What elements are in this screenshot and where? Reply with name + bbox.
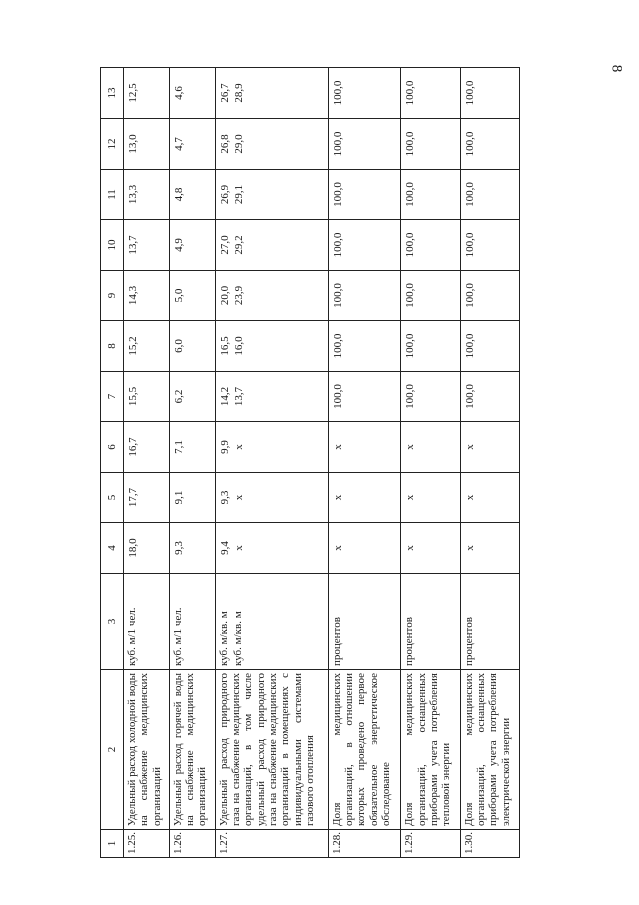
value: 100,0: [331, 232, 344, 258]
value: 100,0: [331, 333, 344, 359]
value: х: [331, 545, 344, 551]
value: 100,0: [331, 283, 344, 308]
value-cell-col-10: [124, 220, 170, 271]
unit-cell: [460, 574, 519, 670]
value: х: [463, 494, 476, 501]
value-cell-col-10: [401, 220, 460, 271]
unit-cell: [328, 574, 401, 670]
value: х: [463, 444, 476, 450]
value: 100,0: [463, 131, 476, 157]
value: 14,3: [127, 285, 139, 306]
value-cell-col-4: [328, 523, 401, 574]
value: 100,0: [404, 384, 417, 409]
value-cell-col-13: [124, 68, 170, 119]
value: 13,3: [127, 184, 139, 205]
value-cell-col-5: [169, 473, 215, 523]
value-cell-col-7: [401, 372, 460, 422]
unit-cell: [401, 574, 460, 670]
value: 20,0: [218, 285, 231, 306]
row-code: 1.28.: [328, 830, 401, 858]
unit-label: процентов: [403, 617, 416, 666]
value: 28,9: [232, 83, 245, 103]
value-cell-col-12: [460, 119, 519, 170]
value: 100,0: [463, 333, 476, 359]
value-cell-col-13: [215, 68, 328, 119]
value: 26,8: [218, 134, 231, 154]
value: 12,5: [127, 83, 139, 103]
table-row: [169, 68, 215, 858]
value-cell-col-12: [401, 119, 460, 170]
value-cell-col-4: [169, 523, 215, 574]
value: 29,1: [232, 184, 245, 205]
column-header-8: 8: [101, 321, 124, 372]
value-cell-col-4: [460, 523, 519, 574]
unit-label: куб. м/1 чел.: [171, 607, 184, 666]
value: 9,3: [218, 490, 231, 505]
value: 14,2: [218, 386, 231, 407]
value-cell-col-6: [328, 422, 401, 473]
value: 13,7: [127, 235, 139, 255]
table-row: [215, 68, 328, 858]
value: х: [331, 494, 344, 501]
unit-label: куб. м/кв. м: [217, 611, 230, 666]
value-cell-col-7: [215, 372, 328, 422]
value: 9,4: [218, 541, 231, 555]
value-cell-col-6: [215, 422, 328, 473]
value-cell-col-4: [401, 523, 460, 574]
value: 26,7: [218, 83, 231, 103]
column-header-10: 10: [101, 220, 124, 271]
column-header-2: 2: [101, 670, 124, 830]
value: х: [404, 444, 417, 450]
value-cell-col-6: [401, 422, 460, 473]
rotated-table-container: [100, 68, 520, 858]
unit-cell: [124, 574, 170, 670]
value: 16,5: [218, 336, 231, 356]
value: х: [232, 444, 245, 450]
value-cell-col-11: [215, 170, 328, 220]
value-cell-col-13: [328, 68, 401, 119]
value-cell-col-7: [460, 372, 519, 422]
value: 100,0: [404, 283, 417, 308]
value-cell-col-8: [215, 321, 328, 372]
page-number: 8: [608, 64, 625, 73]
value: 4,7: [172, 137, 185, 151]
indicator-name: Доля медицинских организаций, в отношении которых проведено первое обязательное энергетическое обследование: [328, 670, 401, 830]
value-cell-col-12: [328, 119, 401, 170]
value-cell-col-13: [169, 68, 215, 119]
value: 4,8: [172, 187, 185, 202]
value: 16,0: [232, 336, 245, 356]
value: 4,6: [172, 86, 185, 100]
value-cell-col-12: [215, 119, 328, 170]
value-cell-col-9: [460, 271, 519, 321]
value: 100,0: [463, 80, 476, 106]
indicator-name: Доля медицинских организаций, оснащенных приборами учета потребления электрической энергии: [460, 670, 519, 830]
column-header-7: 7: [101, 372, 124, 422]
value-cell-col-7: [124, 372, 170, 422]
value: 6,0: [172, 339, 185, 353]
value-cell-col-10: [460, 220, 519, 271]
value: 15,2: [127, 336, 139, 356]
column-header-12: 12: [101, 119, 124, 170]
value: 13,7: [232, 386, 245, 407]
column-number-row: [101, 68, 124, 858]
value: х: [232, 545, 245, 551]
value-cell-col-4: [215, 523, 328, 574]
value-cell-col-11: [460, 170, 519, 220]
value: 100,0: [331, 131, 344, 157]
value-cell-col-8: [328, 321, 401, 372]
indicator-name: Доля медицинских организаций, оснащенных приборами учета потребления тепловой энергии: [401, 670, 460, 830]
value-cell-col-7: [169, 372, 215, 422]
column-header-4: 4: [101, 523, 124, 574]
value: 100,0: [404, 182, 417, 207]
value: 100,0: [404, 333, 417, 359]
indicators-table: [100, 67, 520, 858]
value: 7,1: [172, 440, 185, 454]
row-code: 1.27.: [215, 830, 328, 858]
row-code: 1.29.: [401, 830, 460, 858]
unit-label: куб. м/кв. м: [231, 611, 244, 666]
value: 5,0: [172, 288, 185, 303]
row-code: 1.30.: [460, 830, 519, 858]
value-cell-col-6: [124, 422, 170, 473]
unit-label: куб. м/1 чел.: [126, 607, 138, 666]
value-cell-col-4: [124, 523, 170, 574]
value-cell-col-13: [460, 68, 519, 119]
value: 100,0: [463, 283, 476, 308]
table-row: [460, 68, 519, 858]
value-cell-col-9: [401, 271, 460, 321]
value-cell-col-11: [124, 170, 170, 220]
table-row: [401, 68, 460, 858]
table-body: [124, 68, 520, 858]
value: 15,5: [127, 386, 139, 407]
value: 18,0: [127, 538, 139, 558]
column-header-11: 11: [101, 170, 124, 220]
unit-cell: [215, 574, 328, 670]
value: 9,9: [218, 440, 231, 454]
value: 100,0: [404, 131, 417, 157]
value: 9,1: [172, 490, 185, 505]
value-cell-col-5: [124, 473, 170, 523]
value: 26,9: [218, 184, 231, 205]
value-cell-col-9: [124, 271, 170, 321]
value-cell-col-8: [401, 321, 460, 372]
value-cell-col-10: [328, 220, 401, 271]
value: 17,7: [127, 487, 139, 508]
value: 100,0: [331, 182, 344, 207]
indicator-name: Удельный расход горячей воды на снабжение медицинских организаций: [169, 670, 215, 830]
value: 23,9: [232, 285, 245, 306]
value: 100,0: [404, 232, 417, 258]
column-header-5: 5: [101, 473, 124, 523]
value: 100,0: [463, 232, 476, 258]
value: 4,9: [172, 238, 185, 252]
value: 27,0: [218, 235, 231, 255]
value-cell-col-8: [460, 321, 519, 372]
value-cell-col-5: [215, 473, 328, 523]
value: 13,0: [127, 134, 139, 154]
value: 29,2: [232, 235, 245, 255]
value-cell-col-9: [215, 271, 328, 321]
column-header-3: 3: [101, 574, 124, 670]
unit-label: процентов: [462, 617, 475, 666]
value: 9,3: [172, 541, 185, 555]
value: 16,7: [127, 437, 139, 457]
table-row: [124, 68, 170, 858]
value: 100,0: [331, 384, 344, 409]
value-cell-col-12: [169, 119, 215, 170]
row-code: 1.26.: [169, 830, 215, 858]
column-header-1: 1: [101, 830, 124, 858]
value: 29,0: [232, 134, 245, 154]
value-cell-col-13: [401, 68, 460, 119]
indicator-name: Удельный расход природного газа на снабжение медицинских организаций, в том числе удельный расход природного газа на снабжение медицинских организаций в помещениях с индивидуальными системами газового отопления: [215, 670, 328, 830]
value-cell-col-9: [169, 271, 215, 321]
row-code: 1.25.: [124, 830, 170, 858]
unit-label: процентов: [330, 617, 343, 666]
value-cell-col-8: [169, 321, 215, 372]
value: 6,2: [172, 389, 185, 404]
value: 100,0: [463, 182, 476, 207]
value-cell-col-7: [328, 372, 401, 422]
unit-cell: [169, 574, 215, 670]
value: 100,0: [331, 80, 344, 106]
value-cell-col-5: [460, 473, 519, 523]
value: х: [331, 444, 344, 450]
indicator-name: Удельный расход холодной воды на снабжение медицинских организаций: [124, 670, 170, 830]
column-header-13: 13: [101, 68, 124, 119]
value-cell-col-10: [169, 220, 215, 271]
table-row: [328, 68, 401, 858]
value-cell-col-11: [328, 170, 401, 220]
value: 100,0: [463, 384, 476, 409]
value-cell-col-12: [124, 119, 170, 170]
value-cell-col-6: [460, 422, 519, 473]
column-header-6: 6: [101, 422, 124, 473]
value-cell-col-8: [124, 321, 170, 372]
value-cell-col-11: [169, 170, 215, 220]
value: х: [404, 545, 417, 551]
value-cell-col-10: [215, 220, 328, 271]
value-cell-col-9: [328, 271, 401, 321]
value-cell-col-5: [328, 473, 401, 523]
value: 100,0: [404, 80, 417, 106]
value: х: [463, 545, 476, 551]
column-header-9: 9: [101, 271, 124, 321]
value: х: [232, 494, 245, 501]
value: х: [404, 494, 417, 501]
value-cell-col-11: [401, 170, 460, 220]
value-cell-col-6: [169, 422, 215, 473]
value-cell-col-5: [401, 473, 460, 523]
